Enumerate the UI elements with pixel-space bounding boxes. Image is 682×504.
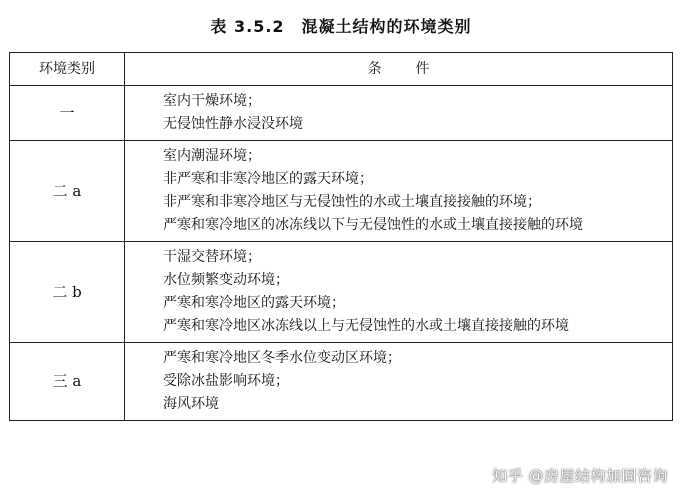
watermark: 知乎 @房屋结构加固咨询: [492, 467, 668, 485]
condition-line: 非严寒和非寒冷地区与无侵蚀性的水或土壤直接接触的环境；: [163, 194, 541, 210]
condition-cell: [125, 141, 673, 242]
condition-line: 室内潮湿环境；: [163, 148, 261, 164]
condition-line: 受除冰盐影响环境；: [163, 373, 289, 389]
category-cell: 三 a: [10, 343, 125, 421]
environment-category-table: [9, 52, 673, 421]
category-cell: 二 a: [10, 141, 125, 242]
condition-line: 海风环境: [163, 396, 219, 412]
table-header-row: [10, 53, 673, 86]
table-row: [10, 141, 673, 242]
category-cell: 二 b: [10, 242, 125, 343]
condition-line: 非严寒和非寒冷地区的露天环境；: [163, 171, 373, 187]
table-row: [10, 343, 673, 421]
condition-line: 室内干燥环境；: [163, 93, 261, 109]
condition-line: 无侵蚀性静水浸没环境: [163, 116, 303, 132]
condition-line: 严寒和寒冷地区冰冻线以上与无侵蚀性的水或土壤直接接触的环境: [163, 318, 569, 334]
condition-cell: [125, 343, 673, 421]
table-title: 表 3.5.2 混凝土结构的环境类别: [210, 17, 472, 36]
condition-cell: [125, 242, 673, 343]
category-cell: 一: [10, 86, 125, 141]
condition-cell: [125, 86, 673, 141]
condition-line: 干湿交替环境；: [163, 249, 261, 265]
header-condition: 条件: [125, 53, 673, 86]
condition-line: 严寒和寒冷地区的露天环境；: [163, 295, 345, 311]
table-row: [10, 86, 673, 141]
condition-line: 严寒和寒冷地区冬季水位变动区环境；: [163, 350, 401, 366]
condition-line: 水位频繁变动环境；: [163, 272, 289, 288]
header-category: 环境类别: [10, 53, 125, 86]
table-row: [10, 242, 673, 343]
condition-line: 严寒和寒冷地区的冰冻线以下与无侵蚀性的水或土壤直接接触的环境: [163, 217, 583, 233]
